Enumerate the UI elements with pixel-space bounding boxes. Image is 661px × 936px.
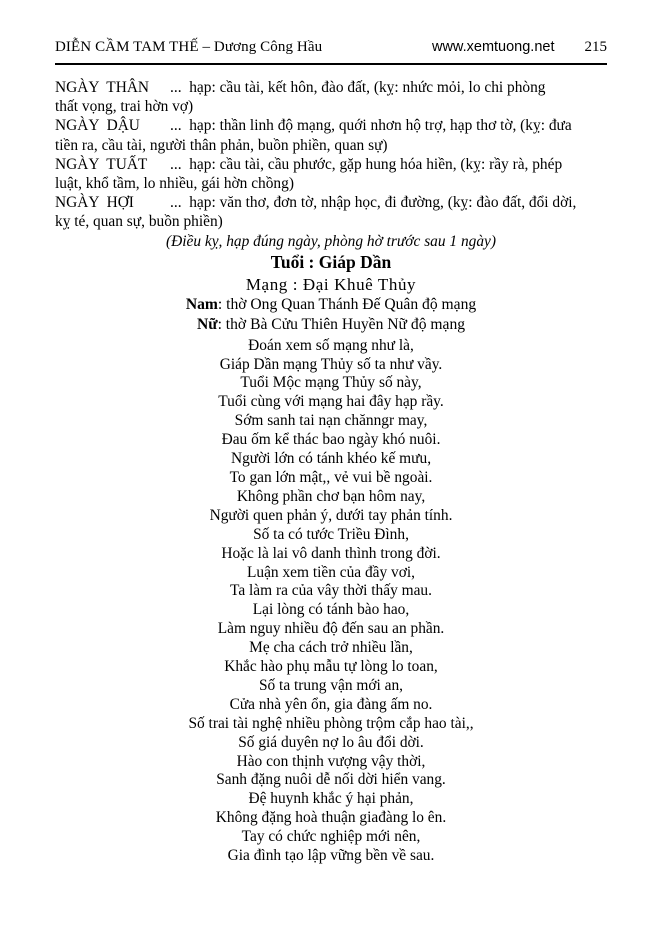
day-label: NGÀY HỢI xyxy=(55,194,134,212)
verse-line: Không phần chơ bạn hôm nay, xyxy=(236,487,426,505)
nu-label: Nữ xyxy=(196,315,218,333)
book-title: DIỄN CẦM TAM THẾ – Dương Công Hầu xyxy=(55,39,323,55)
verse-line: Khắc hào phụ mẫu tự lòng lo toan, xyxy=(224,658,438,676)
page-header xyxy=(55,38,607,56)
verse-line: Số ta có tước Triều Đình, xyxy=(253,525,409,543)
verse-line: Tuổi cùng với mạng hai đây hạp rầy. xyxy=(218,393,444,411)
header-rule xyxy=(55,63,607,65)
nam-label: Nam xyxy=(185,295,218,313)
day-text: ... hạp: thần linh độ mạng, quới nhơn hộ trợ, hạp thơ tờ, (kỵ: đưa xyxy=(170,117,572,135)
verse-line: Người lớn có tánh khéo kế mưu, xyxy=(230,450,432,468)
verse-line: Làm nguy nhiều độ đến sau an phần. xyxy=(217,620,445,638)
verse-line: Số giá duyên nợ lo âu đổi dời. xyxy=(238,733,424,751)
day-entry-tuat-line1 xyxy=(55,155,607,174)
worship-nam xyxy=(55,295,607,315)
worship-nu xyxy=(55,315,607,335)
verse-line: Số ta trung vận mới an, xyxy=(258,676,404,694)
day-entry-tuat-line2: luật, khổ tầm, lo nhiều, gái hờn chồng) xyxy=(55,175,294,193)
day-entries xyxy=(55,78,607,232)
day-text: ... hạp: văn thơ, đơn tờ, nhập học, đi đường, (kỵ: đào đất, đổi dời, xyxy=(170,194,577,212)
page-number: 215 xyxy=(584,39,607,55)
verse-line: Lại lòng có tánh bào hao, xyxy=(252,601,410,619)
day-text: ... hạp: cầu tài, kết hôn, đào đất, (kỵ: nhức mỏi, lo chi phòng xyxy=(170,79,546,96)
verse-line: Sanh đặng nuôi dễ nối dời hiển vang. xyxy=(216,771,446,789)
nu-text: : thờ Bà Cửu Thiên Huyền Nữ độ mạng xyxy=(217,315,466,333)
day-label: NGÀY TUẤT xyxy=(55,155,148,173)
verse xyxy=(55,337,607,866)
verse-line: Sớm sanh tai nạn chănngr may, xyxy=(234,412,428,430)
verse-line: Ta làm ra của vây thời thấy mau. xyxy=(230,582,432,600)
verse-line: Số trai tài nghệ nhiều phòng trộm cắp hao tài,, xyxy=(188,714,474,732)
header-right xyxy=(432,38,607,56)
verse-line: Gia đình tạo lập vững bền về sau. xyxy=(227,847,435,865)
verse-line: Đoán xem số mạng như là, xyxy=(248,336,414,354)
day-entry-hoi-line1 xyxy=(55,193,607,212)
verse-line: Tay có chức nghiệp mới nên, xyxy=(241,828,421,846)
verse-line: Hào con thịnh vượng vậy thời, xyxy=(236,752,426,770)
verse-line: Hoặc là lai vô danh thình trong đời. xyxy=(221,544,441,562)
verse-line: Không đặng hoà thuận giađàng lo ên. xyxy=(215,809,447,827)
verse-line: Luận xem tiền của đầy vơi, xyxy=(247,563,415,581)
day-entry-dau-line1 xyxy=(55,116,607,135)
day-text: ... hạp: cầu tài, cầu phước, gặp hung hóa hiền, (kỵ: rầy rà, phép xyxy=(170,155,563,173)
day-label: NGÀY DẬU xyxy=(55,117,140,135)
verse-line: Đau ốm kể thác bao ngày khó nuôi. xyxy=(221,431,441,449)
verse-line: To gan lớn mật,, vẻ vui bề ngoài. xyxy=(229,468,433,486)
website-url: www.xemtuong.net xyxy=(431,39,555,55)
rules-note: (Điều kỵ, hạp đúng ngày, phòng hờ trước sau 1 ngày) xyxy=(165,232,497,250)
age-destiny: Mạng : Đại Khuê Thủy xyxy=(245,274,417,294)
day-entry-dau-line2: tiền ra, cầu tài, người thân phản, buồn phiền, quan sự) xyxy=(55,136,388,154)
day-entry-than-line2: thất vọng, trai hờn vợ) xyxy=(55,98,194,116)
day-entry-than-line1 xyxy=(55,78,607,97)
verse-line: Tuổi Mộc mạng Thủy số này, xyxy=(240,374,422,392)
verse-line: Giáp Dần mạng Thủy số ta như vầy. xyxy=(219,355,443,373)
day-label: NGÀY THÂN xyxy=(55,79,150,96)
verse-line: Đệ huynh khắc ý hại phản, xyxy=(248,790,414,808)
verse-line: Cửa nhà yên ổn, gia đàng ấm no. xyxy=(229,695,433,713)
day-entry-hoi-line2: kỵ té, quan sự, buồn phiền) xyxy=(55,213,223,231)
nam-text: : thờ Ong Quan Thánh Đế Quân độ mạng xyxy=(217,295,477,313)
verse-line: Người quen phản ý, dưới tay phản tính. xyxy=(209,506,453,524)
age-title: Tuổi : Giáp Dần xyxy=(270,251,392,272)
verse-line: Mẹ cha cách trở nhiều lần, xyxy=(249,639,413,657)
